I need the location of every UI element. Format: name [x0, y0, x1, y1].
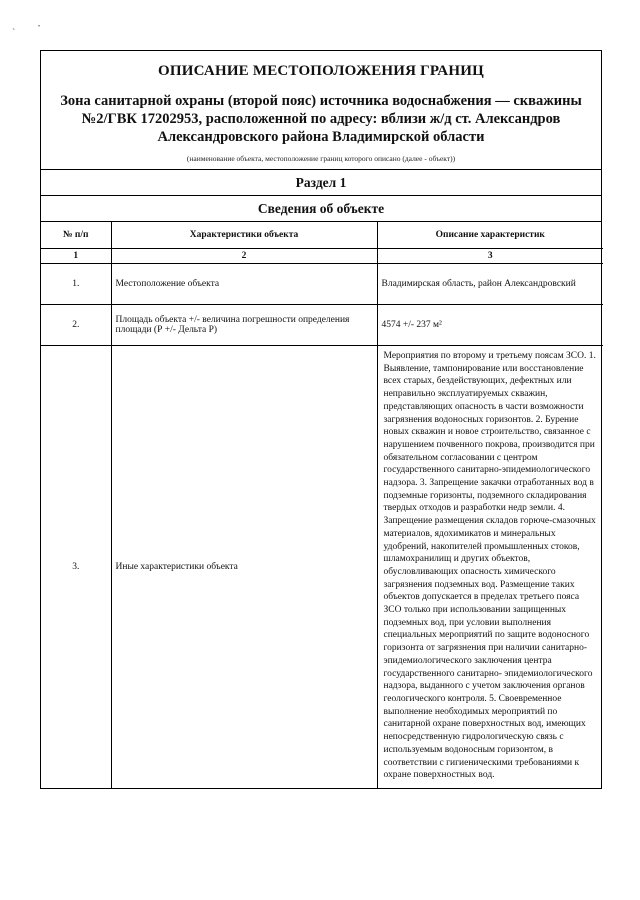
- object-name-line-3: Александровского района Владимирской области: [157, 129, 485, 145]
- row-number: 1.: [41, 264, 111, 305]
- table-header-row: [41, 222, 603, 249]
- row-characteristic: Местоположение объекта: [111, 264, 377, 305]
- column-number-1: 1: [41, 249, 111, 264]
- scan-speck: •: [38, 24, 41, 30]
- row-description: Владимирская область, район Александровский: [377, 264, 603, 305]
- section-title: Раздел 1: [41, 170, 601, 196]
- row-description: Мероприятия по второму и третьему поясам ЗСО. 1. Выявление, тампонирование или восстановление всех старых, бездействующих, дефектных или неправильно эксплуатируемых скважин, представляющих опасность в части возможности загрязнения водоносных горизонтов. 2. Бурение новых скважин и новое строительство, связанное с нарушением почвенного покрова, производится при обязательном согласовании с центром государственного санитарно-эпидемиологического надзора. 3. Запрещение закачки отработанных вод в подземные горизонты, подземного складирования твердых отходов и разработки недр земли. 4. Запрещение размещения складов горюче-смазочных материалов, ядохимикатов и минеральных удобрений, накопителей промышленных стоков, шламохранилищ и других объектов, обусловливающих опасность химического загрязнения подземных вод. Размещение таких объектов допускается в пределах третьего пояса ЗСО только при использовании защищенных подземных вод, при условии выполнения специальных мероприятий по защите водоносного горизонта от загрязнения при наличии санитарно-эпидемиологического заключения центра государственного санитарно- эпидемиологического надзора, выданного с учетом заключения органов геологического контроля. 5. Своевременное выполнение необходимых мероприятий по санитарной охране поверхностных вод, имеющих непосредственную гидрологическую связь с используемым водоносным горизонтом, в соответствии с гигиеническими требованиями к охране поверхностных вод.: [377, 346, 603, 788]
- object-name-line-2: №2/ГВК 17202953, расположенной по адресу: вблизи ж/д ст. Александров: [81, 111, 561, 127]
- column-number-row: [41, 249, 603, 264]
- object-caption: (наименование объекта, местоположение границ которого описано (далее - объект)): [186, 154, 456, 163]
- column-number-3: 3: [377, 249, 603, 264]
- column-number-2: 2: [111, 249, 377, 264]
- scan-speck: `: [12, 28, 16, 39]
- document-frame: [40, 50, 602, 789]
- column-header-number: № п/п: [41, 222, 111, 249]
- column-header-description: Описание характеристик: [377, 222, 603, 249]
- row-number: 3.: [41, 346, 111, 788]
- object-info-table: [41, 222, 603, 788]
- column-header-characteristic: Характеристики объекта: [111, 222, 377, 249]
- row-description: 4574 +/- 237 м²: [377, 305, 603, 346]
- row-characteristic: Площадь объекта +/- величина погрешности определения площади (Р +/- Дельта Р): [111, 305, 377, 346]
- document-header: [41, 51, 601, 170]
- document-title: ОПИСАНИЕ МЕСТОПОЛОЖЕНИЯ ГРАНИЦ: [158, 63, 484, 79]
- row-number: 2.: [41, 305, 111, 346]
- row-characteristic: Иные характеристики объекта: [111, 346, 377, 788]
- object-name-line-1: Зона санитарной охраны (второй пояс) источника водоснабжения — скважины: [60, 93, 582, 109]
- table-row: [41, 305, 603, 346]
- section-subtitle: Сведения об объекте: [41, 196, 601, 222]
- table-row: [41, 346, 603, 788]
- document-page: [40, 50, 602, 789]
- table-row: [41, 264, 603, 305]
